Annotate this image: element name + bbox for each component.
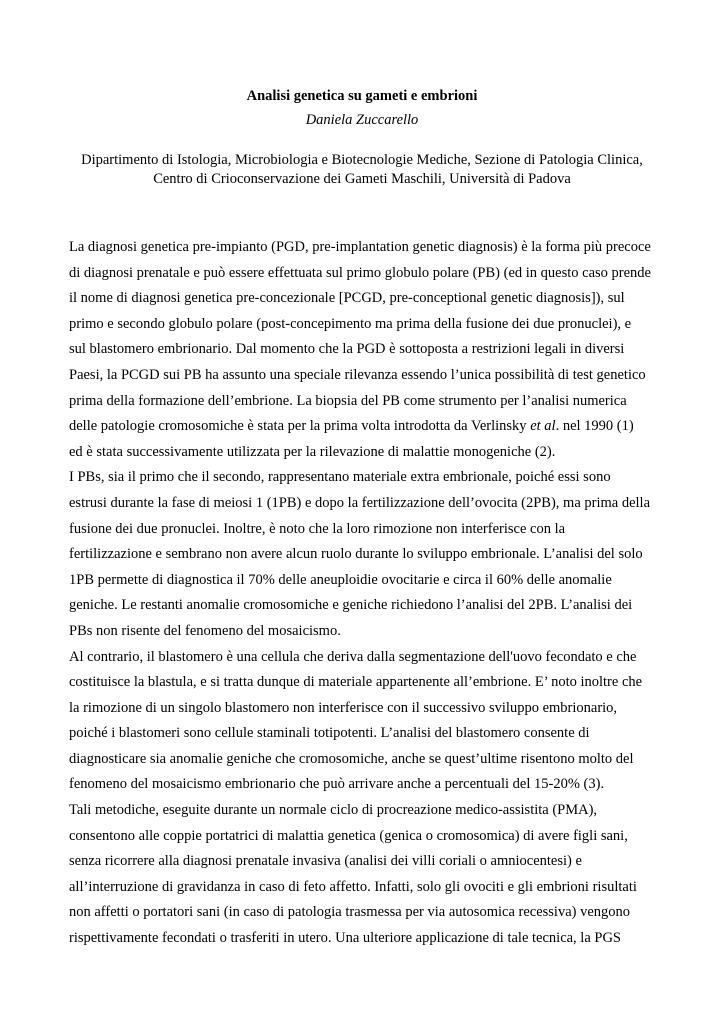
body-line: all’interruzione di gravidanza in caso di feto affetto. Infatti, solo gli ovociti e gli embrioni risultati: [69, 878, 637, 895]
affiliation-line: Dipartimento di Istologia, Microbiologia e Biotecnologie Mediche, Sezione di Patologia Clinica,: [81, 152, 643, 168]
body-line-end: . nel 1990 (1): [555, 418, 634, 435]
body-line: 1PB permette di diagnostica il 70% delle aneuploidie ovocitarie e circa il 60% delle anomalie: [69, 571, 612, 588]
body-line: poiché i blastomeri sono cellule staminali totipotenti. L’analisi del blastomero consente di: [69, 725, 590, 742]
body-line: fenomeno del mosaicismo embrionario che può arrivare anche a percentuali del 15-20% (3).: [69, 776, 605, 793]
body-line: I PBs, sia il primo che il secondo, rappresentano materiale extra embrionale, poiché essi sono: [69, 469, 611, 486]
body-text: [69, 235, 669, 952]
body-line: prima della formazione dell’embrione. La biopsia del PB come strumento per l’analisi numerica: [69, 392, 627, 409]
body-line: sul blastomero embrionario. Dal momento che la PGD è sottoposta a restrizioni legali in diversi: [69, 341, 625, 358]
affiliation: [40, 151, 684, 189]
body-line: Tali metodiche, eseguite durante un normale ciclo di procreazione medico-assistita (PMA),: [69, 802, 598, 819]
body-line-citation: [69, 414, 669, 440]
body-line: geniche. Le restanti anomalie cromosomiche e geniche richiedono l’analisi del 2PB. L’analisi dei: [69, 597, 633, 614]
body-line-start: delle patologie cromosomiche è stata per la prima volta introdotta da Verlinsky: [69, 418, 531, 435]
body-line: consentono alle coppie portatrici di malattia genetica (genica o cromosomica) di avere figli sani,: [69, 827, 628, 844]
affiliation-line: Centro di Crioconservazione dei Gameti Maschili, Università di Padova: [153, 171, 571, 187]
body-line: Al contrario, il blastomero è una cellula che deriva dalla segmentazione dell'uovo fecondato e che: [69, 648, 637, 665]
body-line: fertilizzazione e sembrano non avere alcun ruolo durante lo sviluppo embrionale. L’analisi del solo: [69, 546, 643, 563]
body-line: fusione dei due pronuclei. Inoltre, è noto che la loro rimozione non interferisce con la: [69, 520, 566, 537]
body-line: diagnosticare sia anomalie geniche che cromosomiche, anche se quest’ultime risentono molto del: [69, 750, 634, 767]
body-line: la rimozione di un singolo blastomero non interferisce con il successivo sviluppo embrionario,: [69, 699, 618, 716]
body-line: estrusi durante la fase di meiosi 1 (1PB) e dopo la fertilizzazione dell’ovocita (2PB), ma prima della: [69, 494, 651, 511]
body-line: il nome di diagnosi genetica pre-concezionale [PCGD, pre-conceptional genetic diagnosis]), sul: [69, 290, 625, 307]
body-line: PBs non risente del fenomeno del mosaicismo.: [69, 622, 341, 639]
body-line: di diagnosi prenatale e può essere effettuata sul primo globulo polare (PB) (ed in questo caso prende: [69, 264, 651, 281]
body-line: ed è stata successivamente utilizzata per la rilevazione di malattie monogeniche (2).: [69, 443, 556, 460]
body-line: non affetti o portatori sani (in caso di patologia trasmessa per via autosomica recessiva) vengono: [69, 904, 631, 921]
document-title: Analisi genetica su gameti e embrioni: [246, 88, 478, 104]
body-line: La diagnosi genetica pre-impianto (PGD, pre-implantation genetic diagnosis) è la forma più precoce: [69, 239, 651, 255]
author-name: Daniela Zuccarello: [305, 112, 419, 128]
body-line: senza ricorrere alla diagnosi prenatale invasiva (analisi dei villi coriali o amniocentesi) e: [69, 853, 582, 870]
body-line: rispettivamente fecondati o trasferiti in utero. Una ulteriore applicazione di tale tecnica, la PGS: [69, 930, 621, 947]
body-line: costituisce la blastula, e si tratta dunque di materiale appartenente all’embrione. E’ noto inoltre che: [69, 674, 643, 691]
body-line: Paesi, la PCGD sui PB ha assunto una speciale rilevanza essendo l’unica possibilità di test genetico: [69, 366, 646, 383]
et-al-italic: et al: [530, 418, 556, 435]
body-line: primo e secondo globulo polare (post-concepimento ma prima della fusione dei due pronuclei), e: [69, 315, 632, 332]
